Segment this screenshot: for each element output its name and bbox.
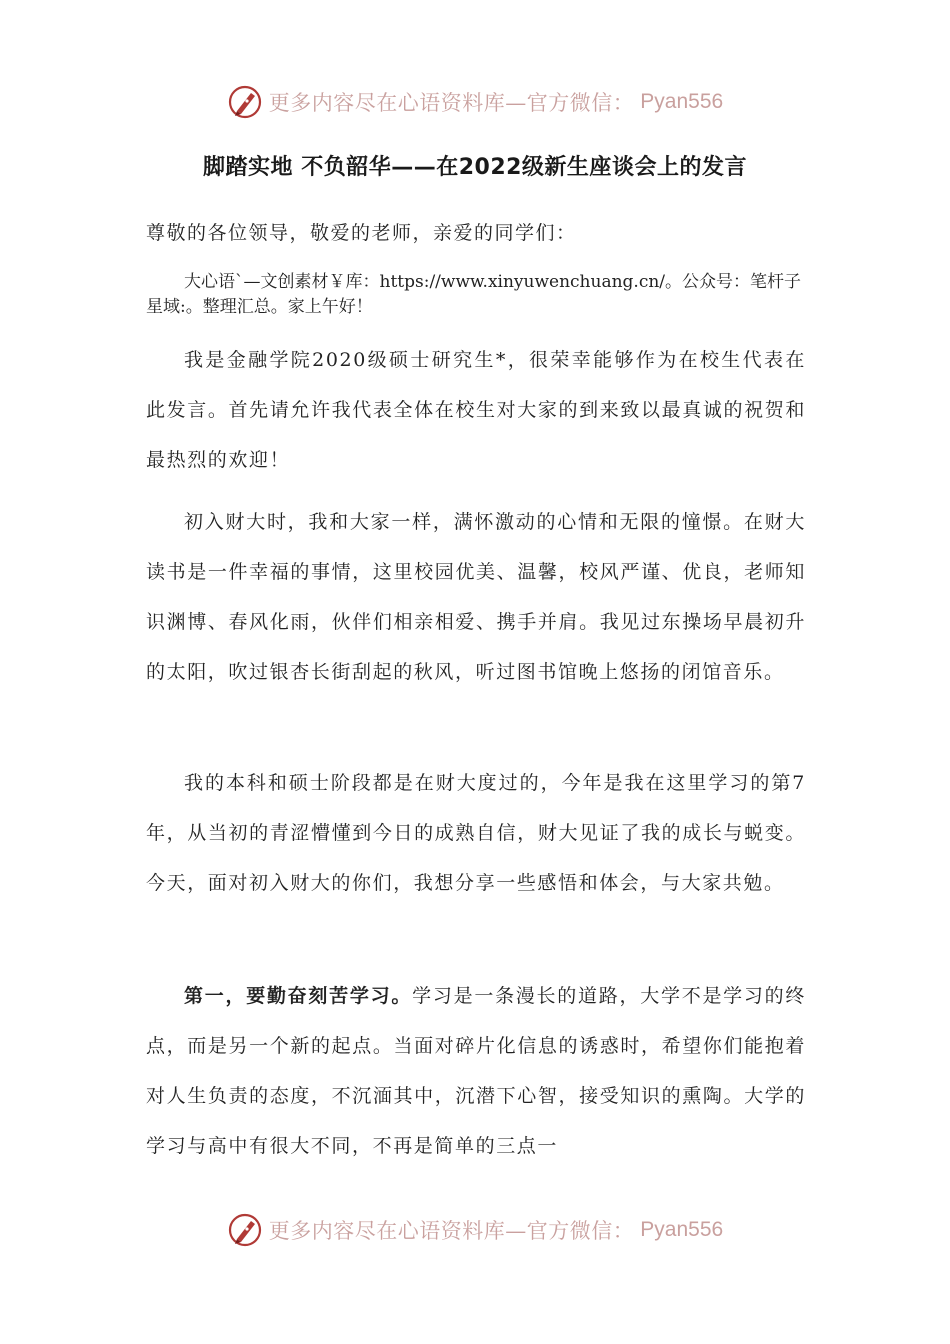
banner-text: 更多内容尽在心语资料库—官方微信： — [268, 1219, 635, 1243]
pen-logo-icon — [227, 84, 263, 120]
banner-wechat-id: Pyan556 — [640, 90, 724, 113]
salutation: 尊敬的各位领导，敬爱的老师，亲爱的同学们： — [146, 222, 577, 244]
header-banner — [0, 80, 950, 124]
paragraph-4 — [146, 971, 806, 1171]
source-note: 大心语`—文创素材￥库：https://www.xinyuwenchuang.cn/。公众号：笔杆子星域:。整理汇总。家上午好！ — [146, 272, 802, 317]
footer-banner — [0, 1208, 950, 1252]
point-1-heading: 第一，要勤奋刻苦学习。 — [184, 985, 413, 1007]
banner-wechat-id: Pyan556 — [640, 1218, 724, 1241]
paragraph-2: 初入财大时，我和大家一样，满怀激动的心情和无限的憧憬。在财大读书是一件幸福的事情，这里校园优美、温馨，校风严谨、优良，老师知识渊博、春风化雨，伙伴们相亲相爱、携手并肩。我见过东操场早晨初升的太阳，吹过银杏长街刮起的秋风，听过图书馆晚上悠扬的闭馆音乐。 — [146, 511, 806, 683]
page-title: 脚踏实地 不负韶华——在2022级新生座谈会上的发言 — [203, 155, 747, 180]
point-1-text: 学习是一条漫长的道路，大学不是学习的终点，而是另一个新的起点。当面对碎片化信息的诱惑时，希望你们能抱着对人生负责的态度，不沉湎其中，沉潜下心智，接受知识的熏陶。大学的学习与高中有很大不同，不再是简单的三点一 — [146, 985, 806, 1157]
paragraph-1: 我是金融学院2020级硕士研究生*，很荣幸能够作为在校生代表在此发言。首先请允许我代表全体在校生对大家的到来致以最真诚的祝贺和最热烈的欢迎！ — [146, 349, 806, 471]
paragraph-3: 我的本科和硕士阶段都是在财大度过的，今年是我在这里学习的第7年，从当初的青涩懵懂到今日的成熟自信，财大见证了我的成长与蜕变。今天，面对初入财大的你们，我想分享一些感悟和体会，与大家共勉。 — [146, 772, 806, 894]
banner-text: 更多内容尽在心语资料库—官方微信： — [268, 91, 635, 115]
pen-logo-icon — [227, 1212, 263, 1248]
